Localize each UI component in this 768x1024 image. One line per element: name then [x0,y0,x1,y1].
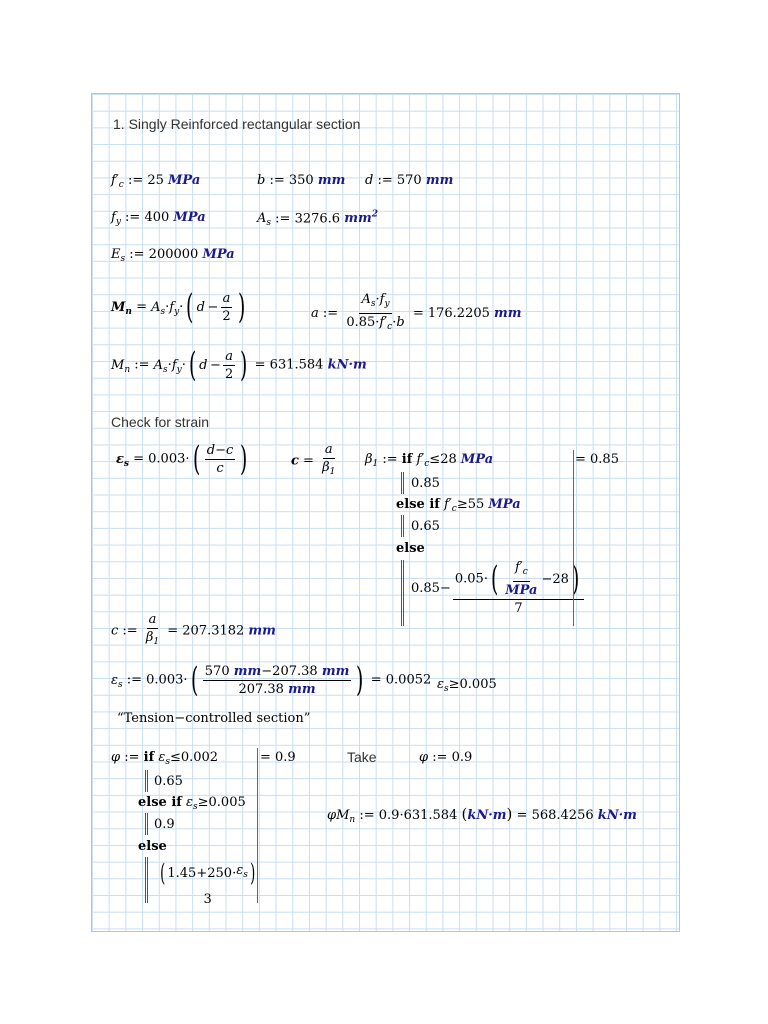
Mn-calculation: $M_n$ := $A_s\cdot f_y\cdot$ ( d − $\frac{a}{2}$ ) = 631.584 kN·m [111,345,367,385]
fy-definition: $f_y$ := 400 MPa [111,210,206,227]
eps-limit: $\varepsilon_s\ge 0.005$ [437,677,497,694]
beta1-result: = 0.85 [575,452,619,467]
check-heading: Check for strain [111,414,210,430]
phi-value-1: 0.65 [154,774,183,789]
strain-formula: $\varepsilon_s = 0.003\cdot$ ( $\frac{d-c}{c}$ ) [116,439,248,479]
take-phi: φ := 0.9 [419,750,473,765]
beta1-value-1: 0.85 [411,476,440,491]
eps-calculation: $\varepsilon_s$ := 0.003· ( $\frac{570 mm-207.38 mm}{207.38 mm}$ ) = 0.0052 [111,660,432,700]
phi-else: else [138,839,167,854]
c-calculation: c := $\frac{a}{\beta_1}$ = 207.3182 mm [111,612,276,647]
phi-result: = 0.9 [260,750,296,765]
phi-value-2: 0.9 [154,817,175,832]
a-calculation: a := $\frac{A_s\cdot f_y}{0.85\cdot f'_c\cdot b}$ = 176.2205 mm [311,292,522,332]
beta1-else: else [396,541,425,556]
phi-condition-2: else if $\varepsilon_s\ge 0.005$ [138,795,246,812]
beta1-else-expr: 0.85 − 0.05· ( $\frac{f'_c}{\text{MPa}}$ − 28 ) 7 [411,560,586,616]
phi-else-expr: ( 1.45 + 250 · $\varepsilon_s$ ) 3 [160,859,256,907]
c-formula: c = $\frac{a}{\beta_1}$ [291,442,336,477]
phiMn-calculation: $\varphi M_n$ := 0.9·631.584 (kN·m) = 568.4256 kN·m [327,805,637,825]
Mn-formula: $M_n = A_s\cdot f_y\cdot$ ( d − $\frac{a}{2}$ ) [111,287,245,327]
section-title: 1. Singly Reinforced rectangular section [113,116,361,132]
Es-definition: $E_s$ := 200000 MPa [111,247,235,264]
phi-condition-1: φ := if $\varepsilon_s\le 0.002$ [111,750,219,767]
beta1-condition-2: else if $f'_c\ge 55$ MPa [396,497,521,514]
b-definition: b := 350 mm [257,173,346,188]
take-label: Take [347,749,377,765]
d-definition: d := 570 mm [365,173,454,188]
beta1-value-2: 0.65 [411,519,440,534]
As-definition: $A_s$ := 3276.6 $mm^2$ [257,210,378,229]
beta1-condition-1: $\beta_1$ := if $f'_c\le 28$ MPa [365,452,494,469]
fc-definition: $f'_c$ := 25 MPa [111,173,201,190]
tension-label: “Tension−controlled section” [117,711,311,726]
